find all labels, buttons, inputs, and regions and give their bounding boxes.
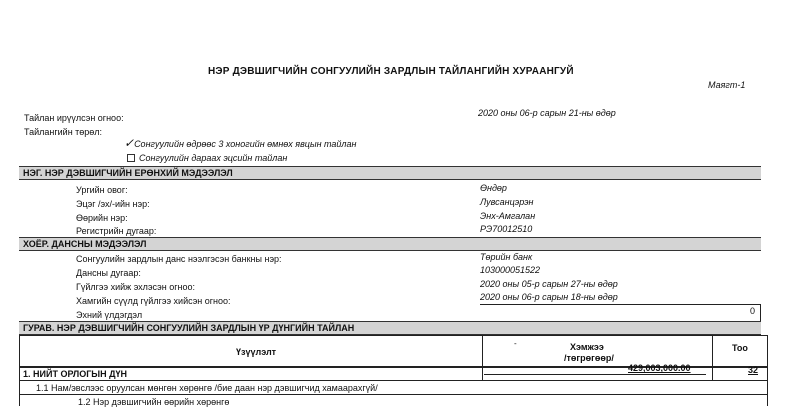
- page-title: НЭР ДЭВШИГЧИЙН СОНГУУЛИЙН ЗАРДЛЫН ТАЙЛАНГИЙН ХУРААНГУЙ: [208, 66, 574, 77]
- row-party-contribution: 1.1 Нам/эвслээс оруулсан мөнгөн хөрөнгө /бие даан нэр дэвшигчид хамаарахгүй/: [36, 383, 378, 393]
- section-results-header: ГУРАВ. НЭР ДЭВШИГЧИЙН СОНГУУЛИЙН ЗАРДЛЫН ҮР ДҮНГИЙН ТАЙЛАН: [19, 321, 761, 335]
- checkbox-icon: [127, 154, 135, 162]
- report-date-label: Тайлан ирүүлсэн огноо:: [24, 113, 124, 123]
- total-row-bottom-rule: [19, 380, 768, 381]
- table-left-rule: [19, 335, 20, 406]
- amount-underline: [484, 374, 706, 375]
- option-final-label: Сонгуулийн дараах эцсийн тайлан: [139, 153, 288, 163]
- count-col-left-rule: [712, 335, 713, 380]
- opening-balance-label: Эхний үлдэгдэл: [76, 310, 143, 320]
- total-income-count: 32: [748, 365, 759, 375]
- report-type-label: Тайлангийн төрөл:: [24, 127, 103, 137]
- table-right-rule: [767, 335, 768, 406]
- row-own-assets: 1.2 Нэр дэвшигчийн өөрийн хөрөнгө: [78, 397, 230, 407]
- patronymic-value: Лувсанцэрэн: [480, 197, 534, 207]
- report-type-option-progress[interactable]: [124, 138, 356, 149]
- total-income-amount: 429,003,000.00: [628, 363, 691, 373]
- given-name-label: Өөрийн нэр:: [76, 213, 128, 223]
- last-date-value: 2020 оны 06-р сарын 18-ны өдөр: [480, 292, 618, 302]
- section-account-info-header: ХОЁР. ДАНСНЫ МЭДЭЭЛЭЛ: [19, 237, 761, 251]
- section-general-info-header: НЭГ. НЭР ДЭВШИГЧИЙН ЕРӨНХИЙ МЭДЭЭЛЭЛ: [19, 166, 761, 180]
- balance-top-rule: [480, 304, 760, 305]
- row-1-1-bottom-rule: [19, 394, 768, 395]
- total-income-label: 1. НИЙТ ОРЛОГЫН ДҮН: [23, 369, 128, 379]
- registry-value: РЭ70012510: [480, 224, 533, 234]
- amount-dash: -: [514, 339, 517, 348]
- registry-label: Регистрийн дугаар:: [76, 226, 157, 236]
- bank-name-label: Сонгуулийн зардлын данс нээлгэсэн банкны нэр:: [76, 254, 282, 264]
- option-progress-label: Сонгуулийн өдрөөс 3 хоногийн өмнөх явцын тайлан: [134, 139, 357, 149]
- report-type-option-final[interactable]: [127, 153, 287, 163]
- account-number-value: 103000051522: [480, 265, 541, 275]
- col-indicator-header: Үзүүлэлт: [236, 347, 277, 357]
- opening-balance-value: 0: [750, 306, 756, 316]
- account-number-label: Дансны дугаар:: [76, 268, 141, 278]
- report-date-value: 2020 оны 06-р сарын 21-ны өдөр: [478, 108, 616, 118]
- start-date-label: Гүйлгээ хийж эхлэсэн огноо:: [76, 282, 195, 292]
- col-amount-unit: /төгрөгөөр/: [564, 353, 614, 363]
- form-number: Маягт-1: [708, 80, 746, 90]
- table-top-rule: [19, 335, 768, 336]
- checkmark-icon: ✓: [124, 136, 135, 150]
- bank-name-value: Төрийн банк: [480, 252, 533, 262]
- col-count-header: Тоо: [732, 343, 748, 353]
- col-amount-header: Хэмжээ: [570, 342, 604, 352]
- surname-value: Өндөр: [480, 183, 507, 193]
- given-name-value: Энх-Амгалан: [480, 211, 536, 221]
- balance-right-rule: [760, 304, 761, 321]
- start-date-value: 2020 оны 05-р сарын 27-ны өдөр: [480, 279, 618, 289]
- patronymic-label: Эцэг /эх/-ийн нэр:: [76, 199, 150, 209]
- surname-label: Ургийн овог:: [76, 185, 128, 195]
- last-date-label: Хамгийн сүүлд гүйлгээ хийсэн огноо:: [76, 296, 231, 306]
- amount-col-left-rule: [482, 335, 483, 380]
